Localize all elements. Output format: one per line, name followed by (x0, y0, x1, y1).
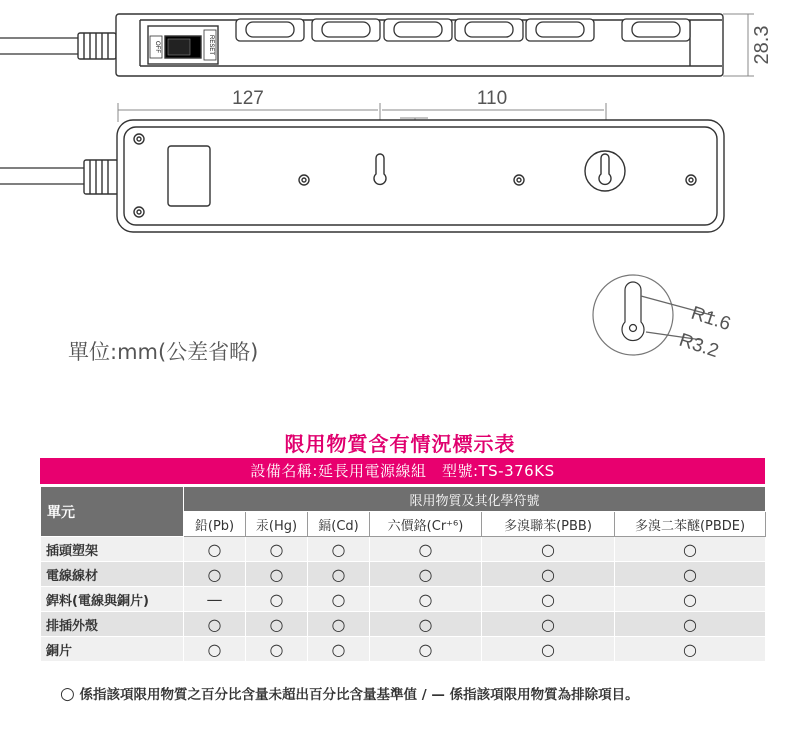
mark-cell: ○ (308, 637, 370, 662)
mark-cell: ○ (246, 612, 308, 637)
row-label: 插頭塑架 (41, 537, 184, 562)
row-label: 銅片 (41, 637, 184, 662)
mark-cell: ○ (482, 537, 615, 562)
radius-large-label: R3.2 (676, 329, 722, 363)
mark-cell: ○ (482, 612, 615, 637)
footnote-text: 係指該項限用物質之百分比含量未超出百分比含量基準值 / — 係指該項限用物質為排除項目。 (79, 687, 639, 703)
mark-cell: — (184, 587, 246, 612)
mark-cell: ○ (246, 537, 308, 562)
col-cd: 鎘(Cd) (308, 512, 370, 537)
right-span-label: 110 (476, 88, 508, 109)
reset-label: RESET (208, 34, 214, 56)
mark-cell: ○ (308, 587, 370, 612)
device-banner: 設備名稱:延長用電源線組 型號:TS-376KS (40, 458, 765, 484)
table-title: 限用物質含有情況標示表 (284, 432, 516, 456)
table-row (41, 562, 766, 587)
mark-cell: ○ (370, 562, 482, 587)
mark-cell: ○ (184, 562, 246, 587)
mark-cell: ○ (615, 537, 766, 562)
mark-cell: ○ (308, 612, 370, 637)
height-dimension (723, 14, 754, 76)
substance-table (40, 486, 766, 662)
col-pb: 鉛(Pb) (184, 512, 246, 537)
col-pbde: 多溴二苯醚(PBDE) (615, 512, 766, 537)
row-label: 排插外殼 (41, 612, 184, 637)
mark-cell: ○ (246, 562, 308, 587)
mark-cell: ○ (615, 562, 766, 587)
mark-cell: ○ (615, 637, 766, 662)
mark-cell: ○ (308, 562, 370, 587)
radius-small-label: R1.6 (688, 302, 734, 336)
off-label: OFF (154, 41, 160, 53)
unit-header: 單元 (41, 487, 184, 537)
mark-cell: ○ (184, 537, 246, 562)
outlet-switches (236, 19, 690, 41)
table-row (41, 637, 766, 662)
row-label: 電線線材 (41, 562, 184, 587)
group-header: 限用物質及其化學符號 (184, 487, 766, 512)
col-hg: 汞(Hg) (246, 512, 308, 537)
table-row (41, 537, 766, 562)
mark-cell: ○ (370, 637, 482, 662)
mark-cell: ○ (308, 537, 370, 562)
table-row (41, 612, 766, 637)
mark-cell: ○ (184, 612, 246, 637)
left-span-label: 127 (232, 88, 264, 109)
col-pbb: 多溴聯苯(PBB) (482, 512, 615, 537)
col-cr6: 六價鉻(Cr⁺⁶) (370, 512, 482, 537)
unit-note: 單位:mm(公差省略) (68, 340, 259, 364)
mark-cell: ○ (482, 637, 615, 662)
mark-cell: ○ (615, 612, 766, 637)
mark-cell: ○ (184, 637, 246, 662)
mark-cell: ○ (482, 562, 615, 587)
mark-cell: ○ (370, 537, 482, 562)
mark-cell: ○ (370, 612, 482, 637)
row-label: 銲料(電線與銅片) (41, 587, 184, 612)
mark-cell: ○ (246, 637, 308, 662)
mark-cell: ○ (246, 587, 308, 612)
footnote (60, 683, 639, 704)
mark-cell: ○ (482, 587, 615, 612)
bottom-view (0, 120, 724, 232)
mark-cell: ○ (615, 587, 766, 612)
mark-cell: ○ (370, 587, 482, 612)
circle-legend-icon: ○ (60, 684, 75, 704)
table-row (41, 587, 766, 612)
table-header-row (41, 487, 766, 512)
height-dimension-label: 28.3 (751, 25, 773, 65)
